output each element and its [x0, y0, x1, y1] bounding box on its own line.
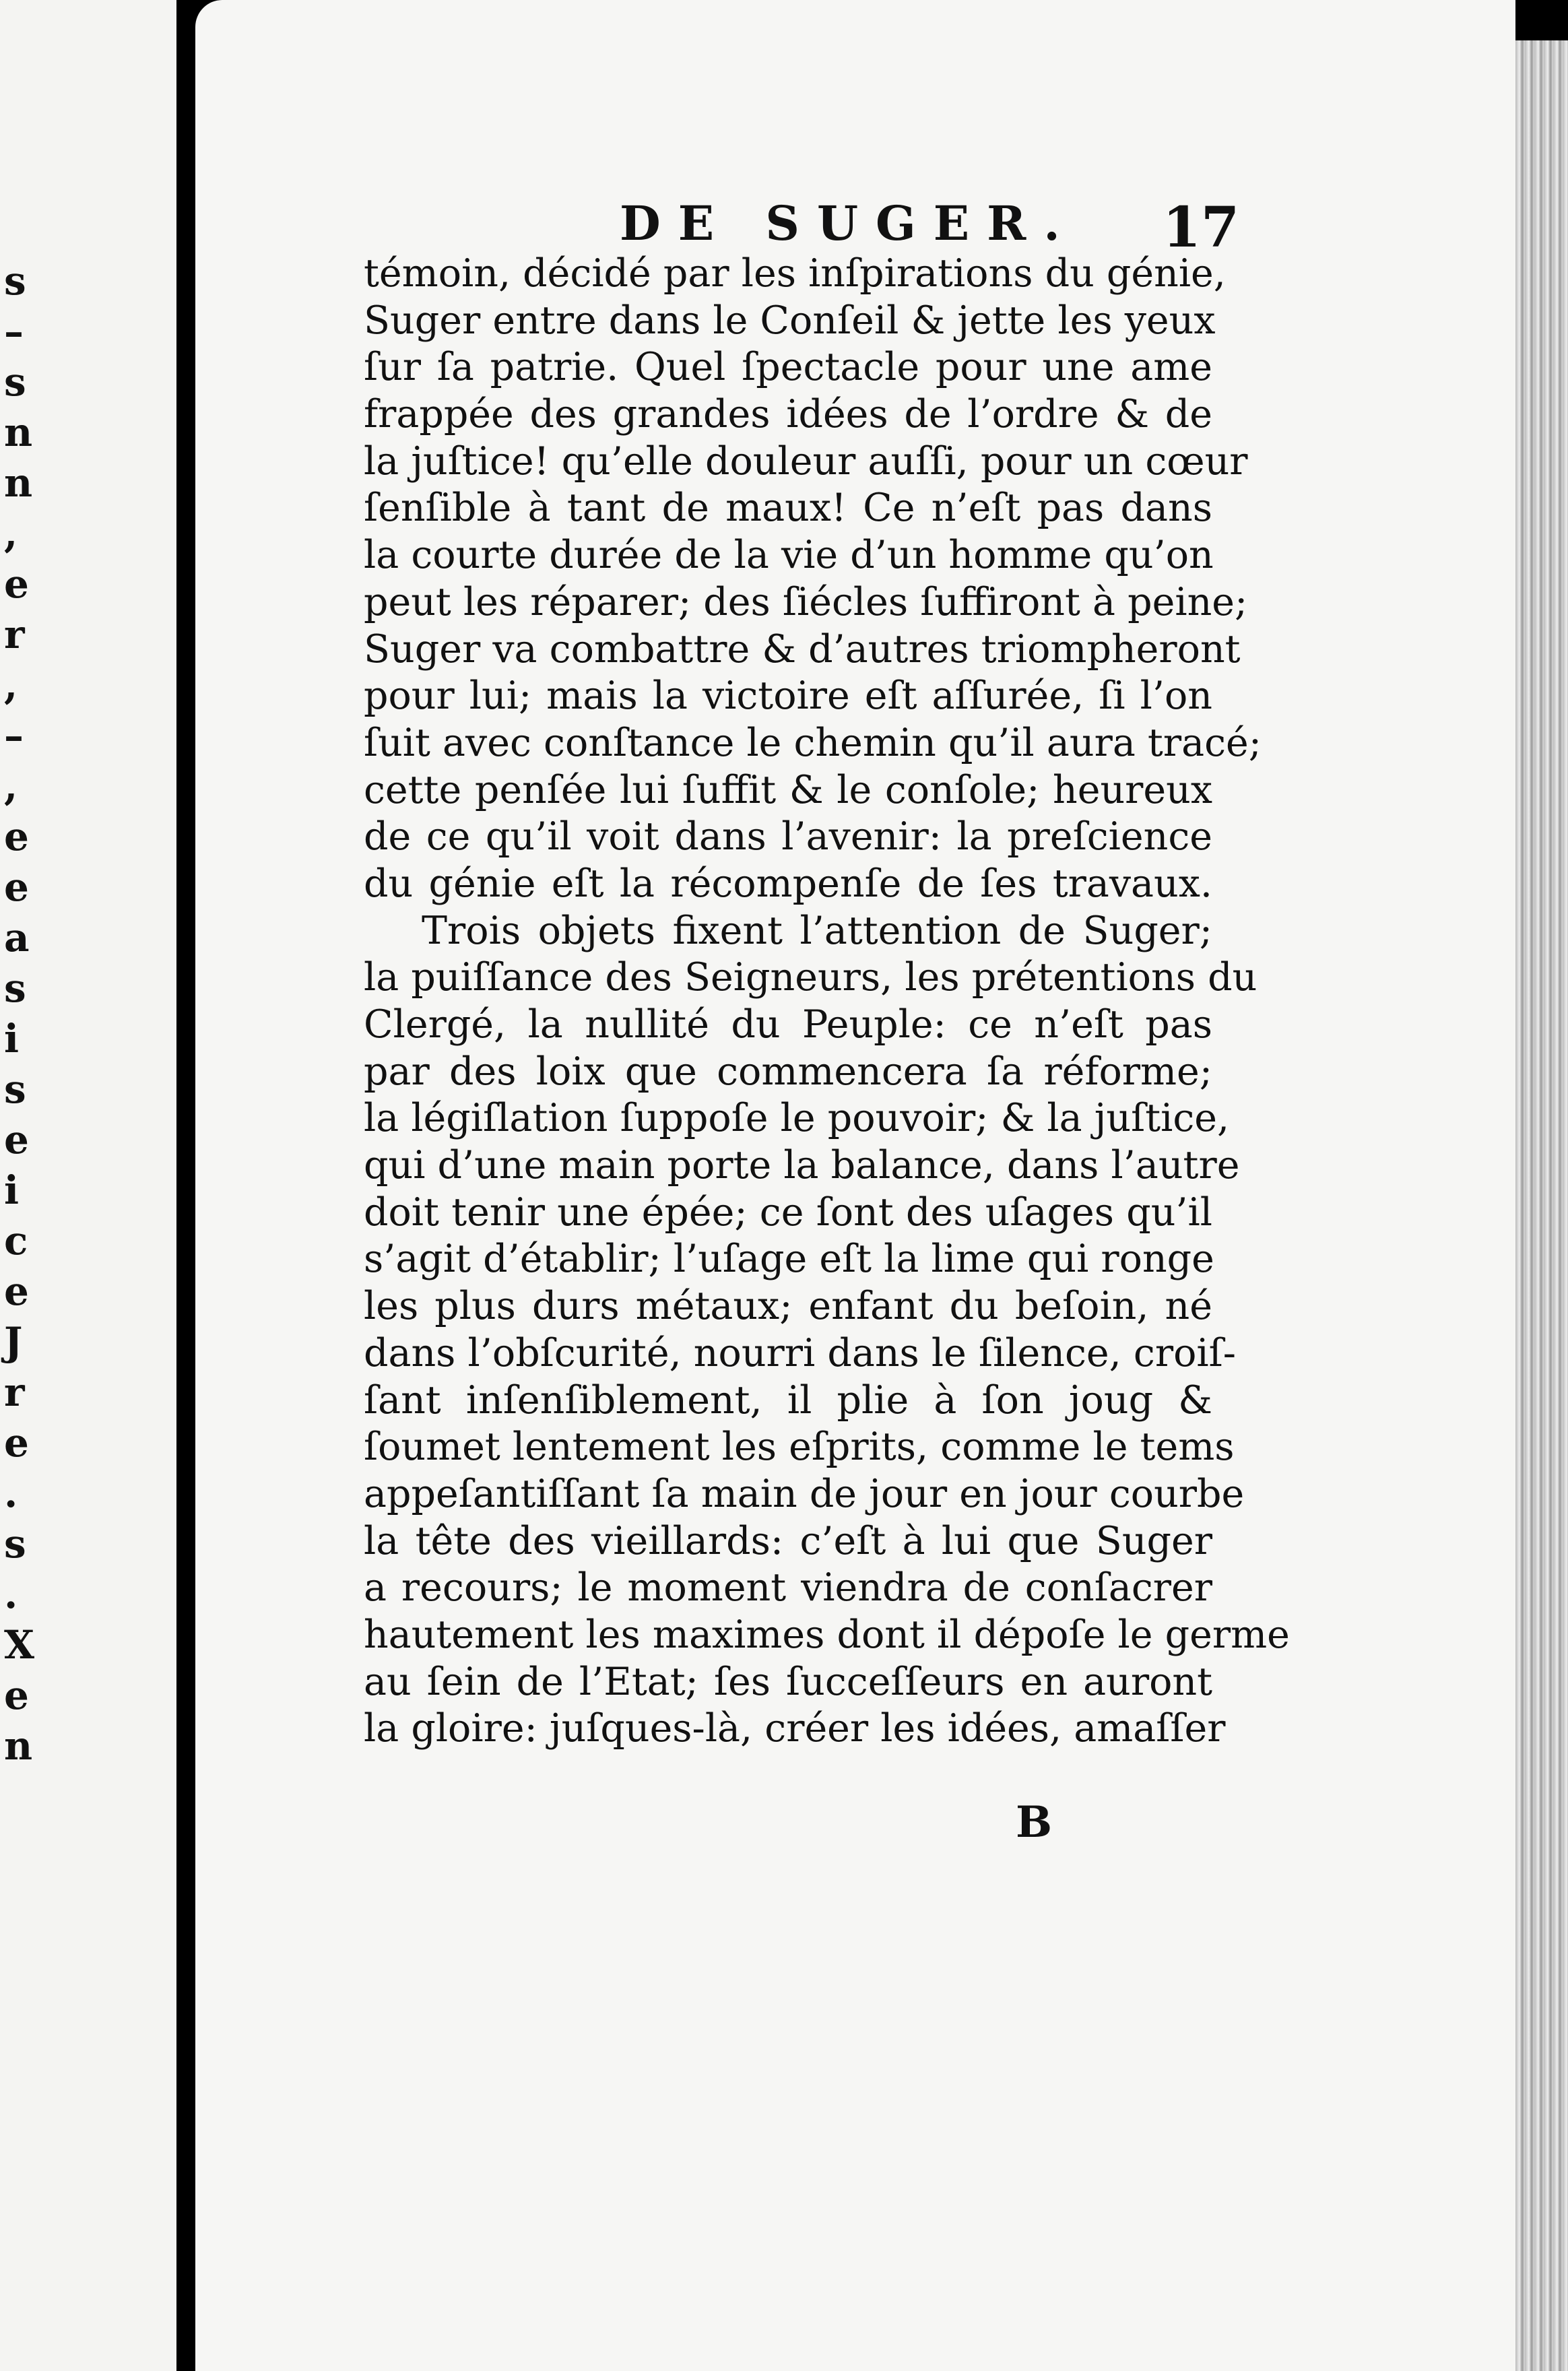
- text-line: ſur ſa patrie. Quel ſpectacle pour une ame: [364, 345, 1212, 390]
- edge-glyph: s: [4, 258, 26, 304]
- edge-glyph: c: [4, 1218, 28, 1264]
- book-gutter: [176, 0, 195, 2371]
- text-line: frappée des grandes idées de l’ordre & de: [364, 392, 1212, 437]
- edge-glyph: –: [4, 308, 24, 354]
- text-line: doit tenir une épée; ce ſont des uſages qu’il: [364, 1190, 1212, 1235]
- edge-glyph: e: [4, 814, 29, 859]
- text-line: ſenſible à tant de maux! Ce n’eſt pas dans: [364, 486, 1212, 531]
- edge-glyph: X: [4, 1622, 35, 1668]
- text-line: les plus durs métaux; enfant du beſoin, né: [364, 1284, 1212, 1329]
- edge-glyph: e: [4, 561, 29, 607]
- text-line: Suger va combattre & d’autres triompheront: [364, 626, 1241, 672]
- edge-glyph: r: [4, 612, 25, 657]
- edge-glyph: i: [4, 1167, 20, 1213]
- edge-glyph: .: [4, 1571, 18, 1617]
- edge-glyph: s: [4, 1066, 26, 1112]
- paragraph-first-line: Trois objets fixent l’attention de Suger;: [422, 908, 1212, 953]
- text-line: la juſtice! qu’elle douleur auſſi, pour un cœur: [364, 439, 1248, 484]
- edge-glyph: e: [4, 1672, 29, 1718]
- text-line: pour lui; mais la victoire eſt aſſurée, ſi l’on: [364, 674, 1212, 719]
- text-line: a recours; le moment viendra de conſacrer: [364, 1565, 1212, 1611]
- edge-glyph: e: [4, 1268, 29, 1314]
- left-page-edge-text: [4, 256, 44, 1772]
- edge-glyph: n: [4, 1723, 33, 1769]
- edge-glyph: ,: [4, 763, 18, 809]
- edge-glyph: i: [4, 1016, 20, 1062]
- edge-glyph: –: [4, 713, 24, 758]
- running-head: DE SUGER.: [620, 195, 1078, 251]
- text-line: témoin, décidé par les inſpirations du génie,: [364, 251, 1226, 296]
- edge-glyph: e: [4, 1420, 29, 1466]
- body-text: [364, 251, 1290, 1753]
- text-line: du génie eſt la récompenſe de ſes travaux.: [364, 861, 1212, 906]
- page-block-edge: [1515, 40, 1568, 2371]
- edge-glyph: r: [4, 1369, 25, 1415]
- text-line: s’agit d’établir; l’uſage eſt la lime qui ronge: [364, 1237, 1214, 1282]
- edge-glyph: ,: [4, 511, 18, 556]
- edge-glyph: s: [4, 1521, 26, 1567]
- text-line: la puiſſance des Seigneurs, les prétentions du: [364, 955, 1257, 1000]
- signature-mark: B: [1016, 1797, 1053, 1848]
- edge-glyph: .: [4, 1470, 18, 1516]
- text-line: Clergé, la nullité du Peuple: ce n’eſt pas: [364, 1002, 1212, 1047]
- text-line: ſuit avec conſtance le chemin qu’il aura tracé;: [364, 720, 1262, 765]
- edge-glyph: ,: [4, 662, 18, 708]
- edge-glyph: e: [4, 864, 29, 910]
- text-line: dans l’obſcurité, nourri dans le ſilence, croiſ-: [364, 1330, 1236, 1375]
- edge-glyph: n: [4, 410, 33, 455]
- text-line: hautement les maximes dont il dépoſe le germe: [364, 1612, 1290, 1657]
- text-line: la gloire: juſques-là, créer les idées, amaſſer: [364, 1706, 1226, 1751]
- edge-glyph: e: [4, 1117, 29, 1163]
- edge-glyph: J: [4, 1319, 23, 1365]
- page-number: 17: [1163, 195, 1240, 260]
- left-page-fragment: [0, 0, 176, 2371]
- text-line: appeſantiſſant ſa main de jour en jour courbe: [364, 1471, 1245, 1516]
- edge-glyph: s: [4, 965, 26, 1011]
- text-line: la tête des vieillards: c’eſt à lui que Suger: [364, 1518, 1212, 1563]
- text-line: au ſein de l’Etat; ſes ſucceſſeurs en auront: [364, 1659, 1212, 1704]
- text-line: ſoumet lentement les eſprits, comme le tems: [364, 1425, 1235, 1470]
- edge-glyph: a: [4, 915, 30, 961]
- text-line: de ce qu’il voit dans l’avenir: la preſcience: [364, 814, 1212, 859]
- text-line: cette penſée lui ſuffit & le conſole; heureux: [364, 767, 1212, 812]
- edge-glyph: s: [4, 359, 26, 405]
- text-line: ſant inſenſiblement, il plie à ſon joug &: [364, 1377, 1212, 1423]
- text-line: la légiſlation ſuppoſe le pouvoir; & la juſtice,: [364, 1096, 1230, 1141]
- text-line: peut les réparer; des ſiécles ſuffiront à peine;: [364, 579, 1248, 624]
- edge-glyph: n: [4, 460, 33, 506]
- text-line: qui d’une main porte la balance, dans l’autre: [364, 1143, 1240, 1188]
- text-line: la courte durée de la vie d’un homme qu’on: [364, 533, 1214, 578]
- text-line: Suger entre dans le Conſeil & jette les yeux: [364, 298, 1216, 343]
- text-line: par des loix que commencera ſa réforme;: [364, 1049, 1212, 1094]
